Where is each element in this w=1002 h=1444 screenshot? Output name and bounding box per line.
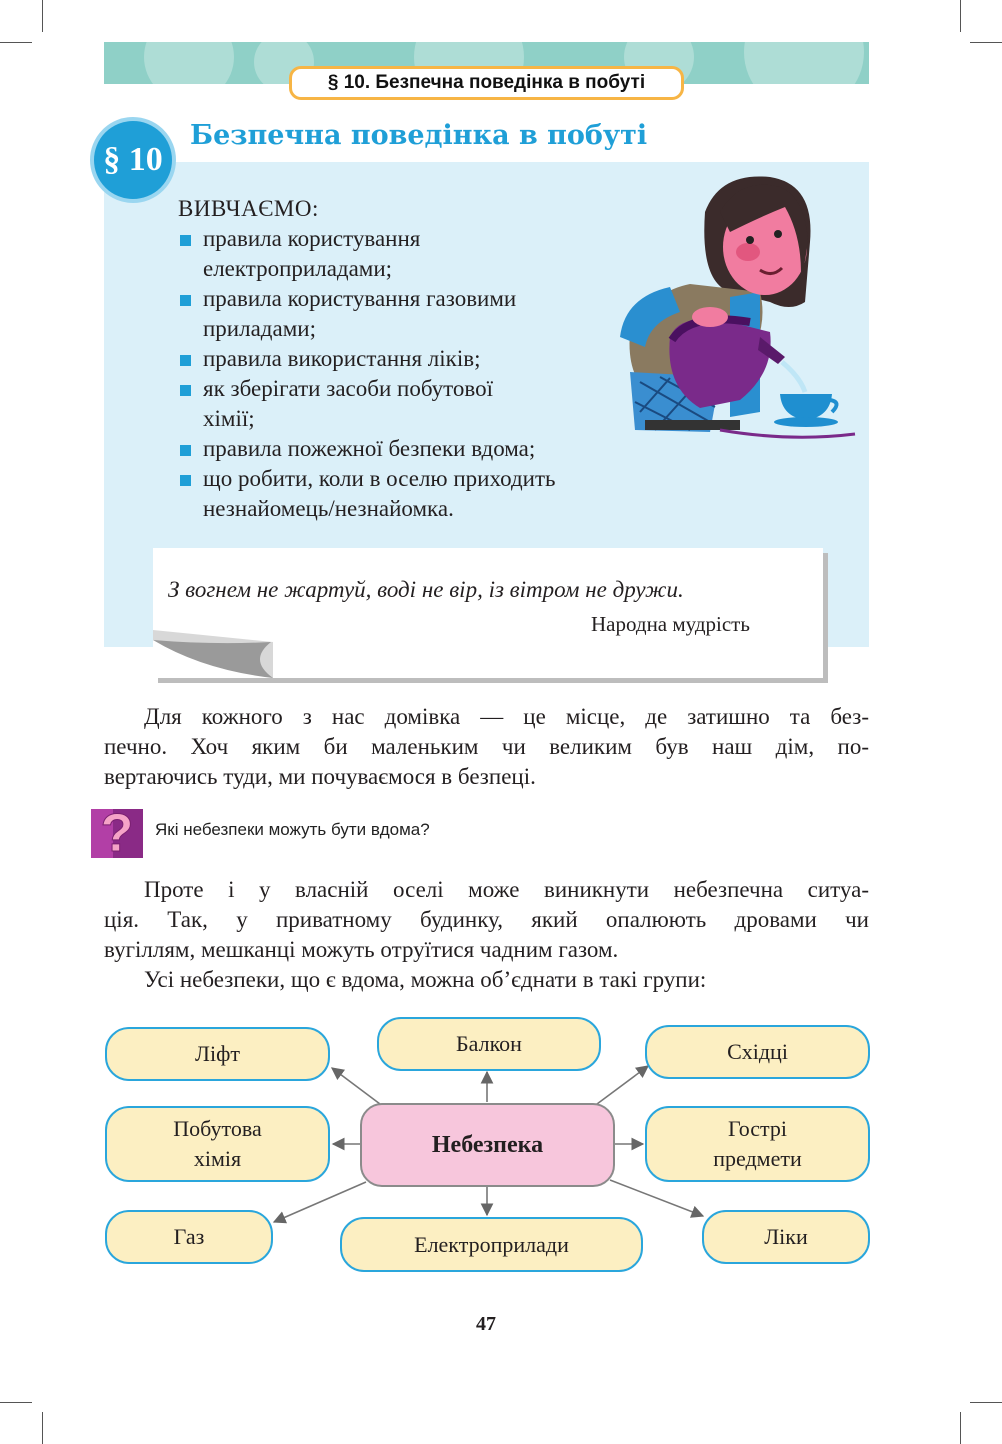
- running-head: § 10. Безпечна поведінка в побуті: [289, 66, 684, 100]
- arrow-to-lift: [332, 1068, 380, 1104]
- text-line: Для кожного з нас домівка — це місце, де затишно та без-: [144, 704, 869, 729]
- crop-mark: [970, 1402, 1002, 1403]
- crop-mark: [42, 1412, 43, 1444]
- crop-mark: [970, 42, 1002, 43]
- quote-source: Народна мудрість: [591, 612, 750, 636]
- diagram-node-lift: Ліфт: [105, 1027, 330, 1081]
- text-line: Проте і у власній оселі може виникнути небезпечна ситуа-: [144, 877, 869, 902]
- learn-item: що робити, коли в оселю приходить незнайомець/незнайомка.: [178, 464, 678, 524]
- diagram-node-chemicals: Побутова хімія: [105, 1106, 330, 1182]
- diagram-node-sharp-objects: Гострі предмети: [645, 1106, 870, 1182]
- question-text: Які небезпеки можуть бути вдома?: [155, 820, 430, 839]
- diagram-node-medicine: Ліки: [702, 1210, 870, 1264]
- text-line: ція. Так, у приватному будинку, який опалюють дровами чи: [104, 907, 869, 932]
- arrow-to-medicine: [610, 1180, 703, 1216]
- learn-list: [178, 224, 678, 524]
- paragraph: [104, 965, 869, 995]
- learn-title: ВИВЧАЄМО:: [178, 196, 319, 221]
- paragraph: [104, 702, 869, 792]
- learn-item: правила користування газовими приладами;: [178, 284, 678, 344]
- paragraph: [104, 875, 869, 965]
- girl-kettle-illustration: [610, 172, 865, 447]
- crop-mark: [42, 0, 43, 32]
- text-line: вертаючись туди, ми почуваємося в безпеці.: [104, 764, 536, 789]
- section-badge: § 10: [90, 117, 176, 203]
- diagram-node-balcony: Балкон: [377, 1017, 601, 1071]
- svg-text:?: ?: [100, 803, 134, 858]
- crop-mark: [0, 1402, 32, 1403]
- learn-item: правила пожежної безпеки вдома;: [178, 434, 678, 464]
- diagram-node-gas: Газ: [105, 1210, 273, 1264]
- text-line: Усі небезпеки, що є вдома, можна об’єднати в такі групи:: [144, 967, 707, 992]
- crop-mark: [960, 0, 961, 32]
- diagram-node-stairs: Східці: [645, 1025, 870, 1079]
- text-line: вугіллям, мешканці можуть отруїтися чадним газом.: [104, 937, 619, 962]
- section-title: Безпечна поведінка в побуті: [190, 120, 648, 151]
- arrow-to-gas: [274, 1182, 366, 1222]
- learn-item: правила користування електроприладами;: [178, 224, 678, 284]
- learn-item: як зберігати засоби побутової хімії;: [178, 374, 678, 434]
- page-curl-decoration: [153, 630, 283, 680]
- text-line: печно. Хоч яким би маленьким чи великим був наш дім, по-: [104, 734, 869, 759]
- diagram-node-center: Небезпека: [360, 1103, 615, 1187]
- page-number: 47: [476, 1313, 496, 1335]
- question-mark-icon: [91, 803, 143, 858]
- learn-item: правила використання ліків;: [178, 344, 678, 374]
- crop-mark: [0, 42, 32, 43]
- crop-mark: [960, 1412, 961, 1444]
- quote-text: З вогнем не жартуй, воді не вір, із вітром не дружи.: [168, 577, 684, 602]
- diagram-node-appliances: Електроприлади: [340, 1217, 643, 1272]
- arrow-to-stairs: [597, 1066, 648, 1104]
